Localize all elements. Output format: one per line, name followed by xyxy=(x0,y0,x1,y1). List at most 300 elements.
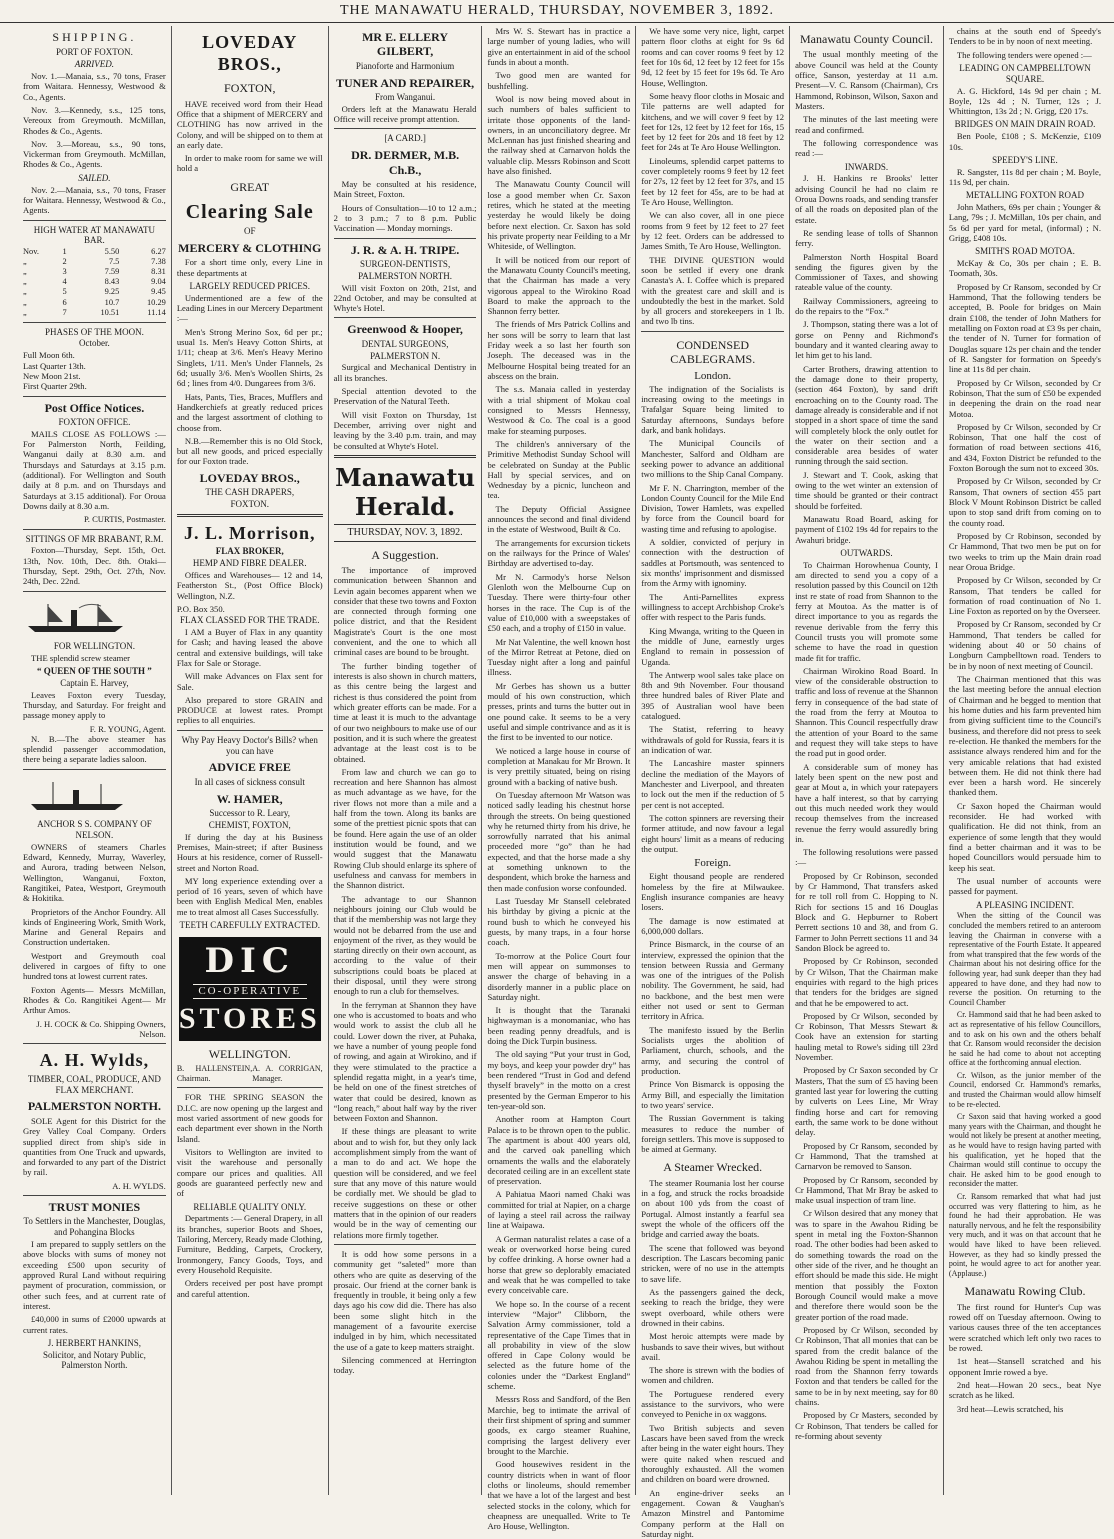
loveday-town: FOXTON, xyxy=(224,81,276,96)
editorial-heading: A Suggestion. xyxy=(371,547,439,562)
of-label: OF xyxy=(243,226,256,237)
loveday-heading-2: LOVEDAY BROS., xyxy=(199,470,300,485)
experience-text: MY long experience extending over a period of 16 years, seven of which have been with English Medical Men, enables me to treat almost all Cases Successfully. xyxy=(176,875,323,917)
tide-cell: 9.45 xyxy=(151,287,166,297)
foreign-paragraph: The Russian Government is taking measures to reduce the number of foreign settlers. This move is supposed to be aimed at Germany. xyxy=(641,1113,785,1155)
moon-phase: Last Quarter 13th. xyxy=(23,360,86,371)
teeth-text: TEETH CAREFULLY EXTRACTED. xyxy=(179,920,320,931)
tide-cell: 7.38 xyxy=(151,257,166,267)
tide-row xyxy=(23,298,166,308)
divider xyxy=(23,769,166,770)
tripe-heading: J. R. & A. H. TRIPE. xyxy=(350,242,460,257)
spring-text: FOR THE SPRING SEASON the D.I.C. are now opening up the largest and most varied assortment of new goods for each department ever shown in the North Island. xyxy=(176,1092,323,1144)
gilbert-sub: Pianoforte and Harmonium xyxy=(355,60,455,71)
dic-cooperative: CO-OPERATIVE xyxy=(193,984,307,999)
clearing-sale-heading: Clearing Sale xyxy=(185,201,314,224)
news-paragraph: The friends of Mrs Patrick Collins and her sons will be sorry to learn that last Friday week a so last her fourth son Joseph. The deceased was in the Melbourne Hospital being treated for an abscess on the brain. xyxy=(487,319,631,381)
wanganui-label: From Wanganui. xyxy=(375,91,436,102)
outwards-item: To Chairman Horowhenua County, I am directed to send you a copy of a resolution passed by this Council on 12th inst re state of road from Shannon to the ferry at Moutoa. As the matter is of direct importance to you as regards the revenue derivable from the ferry this Council trusts you will promote some scheme to have the road in question made fit for traffic. xyxy=(795,559,938,663)
divider xyxy=(177,514,323,517)
will-visit-text: Will visit Foxton on Thursday, 1st December, arriving over night and leaving by the 3.40 p.m. train, and may be consulted at Whyte's Hotel. xyxy=(333,409,477,451)
foreign-paragraph: Prince Von Bismarck is opposing the Army Bill, and especially the limitation to two years' service. xyxy=(641,1079,785,1110)
po-box: P.O. Box 350. xyxy=(176,603,225,614)
dic-stores: STORES xyxy=(178,1001,321,1035)
tide-row xyxy=(23,247,166,257)
anchor-text-2: Proprietors of the Anchor Foundry. All kinds of Engineering Work, Smith Work, Marine and General Repairs and Construction undertaken. xyxy=(23,906,166,948)
cable-paragraph: Mr F. N. Charrington, member of the London County Council for the Mile End Division, Tower Hamlets, was expelled by force from the Council board for wasting time and refusing to apologise. xyxy=(641,482,785,534)
cable-paragraph: The Lancashire master spinners decline the mediation of the Mayors of Manchester and Liverpool, and threaten to lock out the men if the reduction of 5 per cent is not accepted. xyxy=(641,758,785,810)
tide-table xyxy=(23,247,166,318)
reliable-quality: RELIABLE QUALITY ONLY. xyxy=(193,1201,307,1212)
dermer-text: May be consulted at his residence, Main Street, Foxton. xyxy=(333,178,477,200)
wreck-paragraph: The Portuguese rendered every assistance to the survivors, who were conveyed to Peniche in ox waggons. xyxy=(641,1388,785,1420)
news-paragraph: The s.s. Manaia called in yesterday with a trial shipment of Mokau coal consigned to Messrs Hennessy, Westwood & Co. The coal is a good make for steaming purposes. xyxy=(487,384,631,436)
foxton-label: FOXTON. xyxy=(230,498,270,509)
divider xyxy=(23,591,166,592)
visitors-text: Visitors to Wellington are invited to visit the warehouse and personally compare our prices and qualities. All goods are guaranteed perfectly new and of xyxy=(176,1146,323,1199)
editorial-paragraph: From law and church we can go to recreation and here Shannon has almost as much advantage as we have, for the river flows not more than a mile and a half from the town. Along its banks are some of the prettiest picnic spots that can be found. Here again the use of an older institution would be found, and we would suggest that the Manawatu Rowing Club should enlarge its sphere of usefulness and canvass for members in the Shannon district. xyxy=(333,766,477,891)
tender-heading: SMITH'S ROAD MOTOA. xyxy=(975,246,1075,257)
resolution: Proposed by Cr Ransom, seconded by Cr Hammond, That Mr Bray be asked to make usual inspection of tram line. xyxy=(795,1174,938,1206)
offices-text: Offices and Warehouses— 12 and 14, Featherston St., (Post Office Block) Wellington, N.Z. xyxy=(176,569,323,601)
tuner-heading: TUNER AND REPAIRER, xyxy=(336,75,475,90)
tide-cell: „ xyxy=(23,257,27,267)
resolution: Cr Saxon hoped the Chairman would reconsider. He had worked with qualification. He did not think, from an experience of some length that they would find a better chairman and it was to be hoped Councillors would persuade him to keep his seat. xyxy=(948,800,1102,873)
moon-month: October. xyxy=(79,338,110,349)
pleasing-paragraph: Cr. Hammond said that he had been asked to act as representative of his fellow Councillors, and to ask on his own and the others behalf that Cr. Ransom would reconsider the decision he said he had come to about not accepting office at the forthcoming annual election. xyxy=(948,1010,1102,1068)
sole-agent-text: SOLE Agent for this District for the Grey Valley Coal Company. Orders supplied direct from ship's side in quantities from One Truck and upwards, and forwarded to any part of the District by rail. xyxy=(23,1115,166,1178)
dermer-heading: DR. DERMER, M.B. Ch.B., xyxy=(351,148,460,177)
council-paragraph: The following correspondence was read :— xyxy=(795,137,938,159)
postmaster-signature: P. CURTIS, Postmaster. xyxy=(83,514,166,525)
tender-text: McKay & Co, 30s per chain ; E. B. Toomath, 30s. xyxy=(948,258,1102,279)
surgeon-dentists: SURGEON-DENTISTS, xyxy=(359,258,451,269)
grain-text: Also prepared to store GRAIN and PRODUCE at lowest rates. Prompt replies to all enquiries. xyxy=(176,694,323,726)
tide-cell: 10.29 xyxy=(146,297,166,307)
cable-paragraph: The Statist, referring to heavy withdrawals of gold for Russia, fears it is an indication of war. xyxy=(641,724,785,756)
tide-cell: 7 xyxy=(62,307,67,317)
under-text: Undermentioned are a few of the Leading Lines in our Mercery Department :— xyxy=(176,292,323,324)
news-paragraph: The children's anniversary of the Primitive Methodist Sunday School will be celebrated on Sunday at the Public Hall by special services, and on Wednesday by a picnic, luncheon and tea. xyxy=(487,438,631,501)
gilbert-text: Orders left at the Manawatu Herald Office will receive prompt attention. xyxy=(333,103,477,125)
flax-broker: FLAX BROKER, xyxy=(215,546,284,557)
editorial-paragraph: It is odd how some persons in a community get “saleted” more than others who are quite as deserving of the prosaic. Our friend at the corner bank is frequently in trouble, it being only a few days ago his cow did die. There has also been some slight hitch in the management of a favourite exercise indulged in by him, which necessitated the use of a gate to keep matters straight. xyxy=(333,1248,477,1352)
inwards-item: Carter Brothers, drawing attention to the damage done to their property, (section 464 Foxton), by sand drift encroaching on to the County road. The damage already is considerable and if not stopped in a short space of time the sand will completely block the only outlet for the water on their section and a considerable area besides of water running through the said section. xyxy=(795,363,938,467)
tide-row xyxy=(23,277,166,287)
tide-row xyxy=(23,257,166,267)
arrival-2: Nov. 3.—Kennedy, s.s., 125 tons, Vereoux from Greymouth. McMillan, Rhodes & Co., Agents. xyxy=(23,104,166,136)
pleasing-paragraph: When the sitting of the Council was concluded the members retired to an anteroom leaving the Chairman in converse with a representative of the Fourth Estate. It appeared from what transpired that the few words of the Chairman about his not desiring office for the following year, had sunk deeper than they had appeared to have done, and they had now to reverse the position. On returning to the Council Chamber xyxy=(948,911,1102,1007)
nb-text: N. B.—The above steamer has splendid passenger accommodation, there being a separate ladies saloon. xyxy=(23,733,166,765)
divider xyxy=(23,529,166,530)
sickness-text: In all cases of sickness consult xyxy=(194,776,305,787)
council-paragraph: The minutes of the last meeting were read and confirmed. xyxy=(795,114,938,135)
resolution: Proposed by Cr Wilson, seconded by Cr Robinson, That one half the cost of formation of road between sections 416, and 434, Foxton District be refunded to the Foxton Borough the sum not to exceed 30s. xyxy=(948,421,1102,474)
outwards-item: Chairman Wirokino Road Board. In view of the considerable obstruction to traffic and loss of revenue at the Shannon ferry in consequence of the bad state of the road from the ferry at Moutoa to Shannon. This Council respectfully draw the attention of your Board to the same and request they will take steps to have the road put in good order. xyxy=(795,665,938,759)
palmerston-heading: PALMERSTON NORTH. xyxy=(27,1099,161,1114)
news-paragraph: A German naturalist relates a case of a weak or overworked horse being cured by coffee drinking. A horse owner had a horse that grew so deplorably emaciated and weak that he was compelled to take every conceivable care. xyxy=(487,1233,631,1296)
news-paragraph: The old saying “Put your trust in God, my boys, and keep your powder dry” has been rendered “Trust in God and defend thyself bravely” in the motto on a crest presented by the German Emperor to his ten-year-old son. xyxy=(487,1049,631,1111)
rowing-paragraph: 3rd heat—Lewis scratched, his xyxy=(956,1403,1064,1414)
news-paragraph: Mrs W. S. Stewart has in practice a large number of young ladies, who will give an entertainment in aid of the school funds in about a month. xyxy=(487,26,631,67)
tide-cell: 3 xyxy=(62,267,67,277)
tide-cell: 4 xyxy=(62,277,67,287)
columns xyxy=(18,26,1106,1539)
hats-text: Hats, Pants, Ties, Braces, Mufflers and Handkerchiefs at greatly reduced prices and the largest assortment of clothing to choose from. xyxy=(176,391,323,433)
arrived-label: ARRIVED. xyxy=(74,59,115,70)
anchor-text: OWNERS of steamers Charles Edward, Kennedy, Murray, Waverley, and Aurora, trading between Nelson, Wellington, Wanganui, Foxton, Rangitikei, Patea, Westport, Greymouth & Hokitika. xyxy=(23,841,166,904)
wreck-paragraph: As the passengers gained the deck, seeking to reach the bridge, they were swept overboard, while others were drowned in their cabins. xyxy=(641,1286,785,1328)
loveday-heading: LOVEDAY BROS., xyxy=(202,32,298,74)
resolution: Proposed by Cr Masters, seconded by Cr Robinson, That tenders be called for re-forming about seventy xyxy=(795,1410,938,1442)
resolution: Proposed by Cr Wilson, seconded by Cr Ransom, That tenders be called for formation of road continuation of No 1. Line Foxton as reported on by the Overseer. xyxy=(948,575,1102,617)
rowing-paragraph: 2nd heat—Howan 20 secs., beat Nye scratch as he liked. xyxy=(948,1379,1102,1401)
editorial-paragraph: The importance of improved communication between Shannon and Levin again becomes apparent when we consider that these two towns and Foxton are connected through forming one police district, and that the Resident Magistrate's Court is the one most convenient, and the one to which all criminal cases are bound to be brought. xyxy=(333,564,477,658)
inwards-item: Re sending lease of tolls of Shannon ferry. xyxy=(795,227,938,249)
news-paragraph: We have some very nice, light, carpet pattern floor cloths at eight for 9s 6d rooms and can cover rooms 9 feet by 12 feet for 10s 6d, 12 feet by 12 feet for 15s 9d, 12 feet by 15 feet for 19s 6d. Te Aro House, Wellington. xyxy=(641,26,785,88)
foreign-paragraph: The damage is now estimated at 6,000,000 dollars. xyxy=(641,915,785,936)
wreck-paragraph: The steamer Roumania lost her course in a fog, and struck the rocks broadside on about 100 yds from the coast of Portugal. Almost instantly a fearful sea swept the whole of the officers off the bridge and carried away the boats. xyxy=(641,1177,785,1240)
news-paragraph: Some heavy floor cloths in Mosaic and Tile patterns are well adapted for kitchens, and we will cover 9 feet by 12 feet for 12s, 12 feet by 12 feet for 16s, 15 feet by 12 feet for 20s and 18 feet by 12 feet for 24s at Te Aro House Wellington. xyxy=(641,90,785,153)
news-paragraph: Messrs Ross and Sandford, of the Ben Marchie, beg to intimate the arrival of their first shipment of spring and summer goods, ex cargo steamer Ruahine, comprising the largest delivery ever brought to the Marchie. xyxy=(487,1394,631,1456)
tide-heading: HIGH WATER AT MANAWATU BAR. xyxy=(33,224,155,246)
corrigan-signature: A. A. CORRIGAN, Manager. xyxy=(252,1064,323,1083)
sale-text: For a short time only, every Line in these departments at xyxy=(176,257,323,278)
tender-text: John Mathers, 69s per chain ; Younger & Lang, 79s ; J. McMillan, 10s per chain, and 5s 6d per yard for metal, (informal) ; N. Grigg, £408 10s. xyxy=(948,202,1102,244)
column-5 xyxy=(636,26,790,1539)
inwards-item: J. Thompson, stating there was a lot of gorse on Penny and Richmond's boundary and it wanted clearing away to let him get to his land. xyxy=(795,319,938,361)
cable-paragraph: The Anti-Parnellites express willingness to accept Archbishop Croke's offer with respect to the Paris funds. xyxy=(641,591,785,623)
news-paragraph: It will be noticed from our report of the Manawatu County Council's meeting, that the Chairman has made a very vigorous appeal to the Wirokino Road Board to make the approach to the Shannon ferry better. xyxy=(487,254,631,317)
news-paragraph: Another room at Hampton Court Palace is to be thrown open to the public. The apartment is about 400 years old, and the carved oak panelling which ornaments the walls and the elaborately decorated ceiling are in an excellent state of preservation. xyxy=(487,1114,631,1187)
tide-cell: „ xyxy=(23,287,27,297)
news-paragraph: THE DIVINE QUESTION would soon be settled if every one drank Canasta's A. I. Coffee which is prepared with the greatest care and skill and is undoubtedly the best in the market. Sold by all grocers and storekeepers in 1 lb. and two lb tins. xyxy=(641,254,785,327)
cable-paragraph: King Mwanga, writing to the Queen in the middle of June, earnestly urges England to remain in possession of Uganda. xyxy=(641,625,785,667)
news-paragraph: The Deputy Official Assignee announces the second and final dividend in the estate of Westwood, Built & Co. xyxy=(487,503,631,535)
foreign-paragraph: Prince Bismarck, in the course of an interview, expressed the opinion that the tension between Russia and Germany was one of the intrigues of the Polish nobility. The Government, he said, had no backbone, and the best men were either not used or sent to German territory in Africa. xyxy=(641,939,785,1022)
for-wellington-heading: FOR WELLINGTON. xyxy=(53,640,135,651)
wylds-heading: A. H. Wylds, xyxy=(39,1050,150,1071)
inwards-item: Manawatu Road Board, asking for payment of £102 19s 4d for repairs to the Awahuri bridge. xyxy=(795,514,938,545)
resolution: Proposed by Cr Wilson, seconded by Cr Robinson, That all monies that can be spared from the credit balance of the Awahou Riding be spent in metalling the road from the Shannon ferry towards Foxton and that tenders be called for the same to be in by next meeting, say for 80 chains. xyxy=(795,1324,938,1408)
editorial-paragraph: The advantage to our Shannon neighbours joining our Club would be that if the membership was not large they would not be debarred from the use and enjoyment of the river, as they would be starting directly on their own account, as according to the value of their subscriptions could boats be placed at their disposal, until they were strong enough to run a club for themselves. xyxy=(333,893,477,997)
tide-cell: 10.7 xyxy=(104,297,120,307)
cash-drapers: THE CASH DRAPERS, xyxy=(205,487,295,498)
news-paragraph: Mr Gerbes has shown us a butter mould of his own construction, which presses, prints and turns the butter out in one pound cake. It seems to be a very useful and simple contrivance and as it is the first to be invented to our notice. xyxy=(487,680,631,743)
orders-text: Orders received per post have prompt and careful attention. xyxy=(176,1278,323,1299)
arrival-3: Nov. 3.—Moreau, s.s., 90 tons, Vickerman from Greymouth. McMillan, Rhodes & Co., Agents. xyxy=(23,138,166,170)
special-text: Special attention devoted to the Preservation of the Natural Teeth. xyxy=(333,386,477,407)
moon-phase: First Quarter 29th. xyxy=(23,381,87,392)
tide-cell: 9.04 xyxy=(151,277,166,287)
news-paragraph: It is thought that the Taranaki highwayman is a monomaniac, who has been reading penny dreadfuls, and is doing the Dick Turpin business. xyxy=(487,1005,631,1047)
resolution: Proposed by Cr Wilson, seconded by Cr Robinson, That Messrs Stewart & Cook have an extension for starting hauling metal to Rowe's siding till 23rd November. xyxy=(795,1010,938,1063)
tide-cell: 10.51 xyxy=(100,307,120,317)
hemp-dealer: HEMP AND FIBRE DEALER. xyxy=(192,558,307,569)
news-paragraph: We can also cover, all in one piece rooms from 9 feet by 12 feet to 27 feet by 12 feet. Orders can be addressed to James Smith, Te Aro House, Wellington. xyxy=(641,210,785,252)
resolution: Proposed by Cr Ransom, seconded by Cr Hammond, That tenders be called for widening about 40 or 50 chains of Longburn Campbelltown road. Tenders to be in by noon of next meeting of Council. xyxy=(948,619,1102,671)
tide-row xyxy=(23,308,166,318)
inwards-label: INWARDS. xyxy=(844,161,889,172)
wylds-signature: A. H. WYLDS. xyxy=(112,1180,166,1191)
column-7 xyxy=(944,26,1106,1495)
inwards-item: Palmerston North Hospital Board sending the figures given by the Commissioner of Taxes, and showing rateable value of the county. xyxy=(795,251,938,293)
arrival-1: Nov. 1.—Manaia, s.s., 70 tons, Fraser from Waitara. Hennessy, Westwood & Co., Agents. xyxy=(23,70,166,102)
divider xyxy=(334,1244,477,1245)
news-paragraph: Linoleums, splendid carpet patterns to cover completely rooms 9 feet by 12 feet for 27s, 12 feet by 12 feet for 37s, and 15 feet by 12 feet for 45s, are to be had at Te Aro House, Wellington. xyxy=(641,155,785,207)
moon-phase: New Moon 21st. xyxy=(23,370,81,381)
items-text: Men's Strong Merino Sox, 6d per pr.; usual 1s. Men's Heavy Cotton Shirts, at 1/11; cheap at 3/6. Men's Heavy Merino Singlets, 1/11. Men's Under Flannels, 2s 6d; usually 3/6. Men's Woollen Shirts, 2s 6d ; lines from 4/0. Dungarees from 3/6. xyxy=(176,326,323,389)
resolution: Proposed by Cr Ransom, seconded by Cr Hammond, That the tramshed at Carnarvon be removed to Sanson. xyxy=(795,1140,938,1172)
great-label: GREAT xyxy=(230,179,270,194)
council-heading: Manawatu County Council. xyxy=(800,32,933,46)
resolution: Proposed by Cr Wilson, seconded by Cr Robinson, That the sum of £50 be expended in deepening the drain on the road near Motoa. xyxy=(948,377,1102,419)
resolution: The Chairman mentioned that this was the last meeting before the annual election of Chairman and he begged to mention that his home duties and his farm prevented him from giving sufficient time to the Council's business, and therefore did not press to seek re-election. He thanked the members for the assistance always rendered him and for the very amicable relations that had existed between them. He did not think there had ever been a harsh word. He sincerely thanked them. xyxy=(948,674,1102,798)
port-heading: PORT OF FOXTON. xyxy=(55,47,133,58)
foxton-agents: Foxton Agents— Messrs McMillan, Rhodes & Co. Rangitikei Agent— Mr Arthur Amos. xyxy=(23,984,166,1016)
foreign-paragraph: The manifesto issued by the Berlin Socialists urges the abolition of Parliament, church, schools, and the army, and securing the control of production. xyxy=(641,1024,785,1076)
tender-heading: METALLING FOXTON ROAD xyxy=(965,190,1085,201)
divider xyxy=(23,220,166,221)
issue-date: THURSDAY, NOV. 3, 1892. xyxy=(334,524,477,542)
cable-paragraph: A soldier, convicted of perjury in connection with the destruction of saddles at Portsmouth, was sentenced to six months' imprisonment and dismissed from the Army with ignominy. xyxy=(641,537,785,589)
news-paragraph: To-morrow at the Police Court four men will appear on summonses to answer the charge of behaving in a disorderly manner in a public place on Saturday night. xyxy=(487,950,631,1002)
divider xyxy=(334,455,477,458)
news-paragraph: A Pahiatua Maori named Chaki was committed for trial at Napier, on a charge of laying a steel rail across the railway line at Waipawa. xyxy=(487,1189,631,1231)
tide-cell: 5.50 xyxy=(104,247,120,257)
hankins-name: J. HERBERT HANKINS, xyxy=(47,1337,142,1348)
reduced-prices: LARGELY REDUCED PRICES. xyxy=(189,280,310,291)
tide-cell: 7.59 xyxy=(104,267,120,277)
column-4 xyxy=(482,26,636,1532)
morrison-heading: J. L. Morrison, xyxy=(183,522,316,543)
chemist-text: CHEMIST, FOXTON, xyxy=(208,819,291,830)
foreign-paragraph: Eight thousand people are rendered homeless by the fire at Milwaukee. English insurance companies are heavy losers. xyxy=(641,871,785,913)
resolution: Proposed by Cr Robinson, seconded by Cr Wilson, That the Chairman make enquiries with regard to the high prices that tenders for the bridges are signed and that he be empowered to act. xyxy=(795,956,938,1008)
outwards-label: OUTWARDS. xyxy=(840,547,893,558)
sailed-label: SAILED. xyxy=(78,172,111,183)
captain-name: Captain E. Harvey, xyxy=(60,677,129,688)
page-masthead: THE MANAWATU HERALD, THURSDAY, NOVEMBER 3, 1892. xyxy=(0,0,1114,23)
council-paragraph: The usual monthly meeting of the above Council was held at the County office, Sanson, yesterday at 11 a.m. Present—V. C. Ransom (Chairman), Crs Hammond, Robinson, Wilson, Saxon and Masters. xyxy=(795,49,938,111)
divider xyxy=(23,1195,166,1196)
pleasing-heading: A PLEASING INCIDENT. xyxy=(975,899,1075,910)
advice-free: ADVICE FREE xyxy=(208,760,291,775)
anchor-text-3: Westport and Greymouth coal delivered in cargoes of fifty to one hundred tons at lowest current rates. xyxy=(23,950,166,982)
wreck-paragraph: The scene that followed was beyond description. The Lascars becoming panic stricken, were of no use in the attempts to save life. xyxy=(641,1242,785,1284)
divider xyxy=(334,317,477,318)
moon-heading: PHASES OF THE MOON. xyxy=(44,326,144,337)
news-paragraph: The arrangements for excursion tickets on the railways for the Prince of Wales' Birthday are advertised to-day. xyxy=(487,537,631,569)
hallenstein-signature: B. HALLENSTEIN, Chairman. xyxy=(176,1064,253,1083)
inwards-item: J. H. Hankins re Brooks' letter advising Council he had no claim re Oroua Downs roads, and sending transfer of all the roads on deposited plan of the estate. xyxy=(795,173,938,225)
divider xyxy=(23,1043,166,1044)
foreign-heading: Foreign. xyxy=(694,857,732,870)
divider xyxy=(334,238,477,239)
tide-cell: 9.25 xyxy=(104,287,120,297)
moon-phase: Full Moon 6th. xyxy=(23,350,75,361)
column-6 xyxy=(790,26,944,1495)
trust-sub: To Settlers in the Manchester, Douglas, and Pohangina Blocks xyxy=(23,1216,166,1238)
rowing-heading: Manawatu Rowing Club. xyxy=(964,1284,1086,1299)
hamer-heading: W. HAMER, xyxy=(216,791,283,806)
steamer-name: “ QUEEN OF THE SOUTH ” xyxy=(37,665,152,676)
post-office-sub: FOXTON OFFICE. xyxy=(58,416,131,427)
rowing-paragraph: 1st heat—Stansell scratched and his opponent Imrie rowed a bye. xyxy=(948,1356,1102,1377)
tide-cell: 8.43 xyxy=(104,277,120,287)
dermer-hours: Hours of Consultation—10 to 12 a.m.; 2 to 3 p.m.; 7 to 8 p.m. Public Vaccination — Monday mornings. xyxy=(333,202,477,234)
mercery-heading: MERCERY & CLOTHING xyxy=(178,240,322,255)
tide-row xyxy=(23,267,166,277)
tender-text: R. Sangster, 11s 8d per chain ; M. Boyle, 11s 9d, per chain. xyxy=(948,166,1102,187)
inwards-item: J. Stewart and T. Cook, asking that owing to the wet winter an extension of time should be granted or their contract should be forfeited. xyxy=(795,469,938,511)
sailing-1: Nov. 2.—Manaia, s.s., 70 tons, Fraser for Waitara. Hennessy, Westwood & Co., Agents. xyxy=(23,184,166,216)
rowing-paragraph: The first round for Hunter's Cup was rowed off on Tuesday afternoon. Owing to various causes three of the ten acceptances were scratched which left only two races to be rowed. xyxy=(948,1301,1102,1353)
greenwood-heading: Greenwood & Hooper, xyxy=(347,322,463,337)
pleasing-paragraph: Cr Saxon said that having worked a good many years with the Chairman, and thought he would not likely be present at another meeting, as he would have to resign having parted with his qualification, yet he hoped that the Chairman would still continue to occupy the chair. He asked him to be good enough to reconsider the matter. xyxy=(948,1112,1102,1189)
wreck-paragraph: Most heroic attempts were made by husbands to save their wives, but without avail. xyxy=(641,1331,785,1362)
flax-classed: FLAX CLASSED FOR THE TRADE. xyxy=(180,615,320,626)
wreck-paragraph: Two British subjects and seven Lascars have been saved from the wreck after being in the water eight hours. They were quite naked when rescued and thoroughly exhausted. All the women and children on board were drowned. xyxy=(641,1422,785,1485)
editorial-paragraph: If these things are pleasant to write about and to wish for, but they only lack accomplishment simply from the want of a man to do and act. We hope the question will be considered, and we feel sure that any move of this nature would be cordially met. We should be glad to receive suggestions on these or other matters that in the opinion of our readers would be in the way of cementing our relations more firmly together. xyxy=(333,1126,477,1240)
newspaper-title: Manawatu Herald. xyxy=(335,462,476,521)
steamship-icon xyxy=(23,600,133,634)
cable-paragraph: The Antwerp wool sales take place on 8th and 9th November. Four thousand three hundred bales of River Plate and 395 of Australian wool have been catalogued. xyxy=(641,669,785,722)
hours-text: If during the day at his Business Premises, Main-street; if after Business Hours at his residence, corner of Russell-street and Norton Road. xyxy=(176,831,323,873)
advances-text: Will make Advances on Flax sent for Sale. xyxy=(176,671,323,692)
outwards-item: The following resolutions were passed :— xyxy=(795,847,938,868)
divider xyxy=(641,331,784,332)
card-label: [A CARD.] xyxy=(384,133,426,144)
mails-text: MAILS CLOSE AS FOLLOWS :— For Palmerston North, Feilding, Wanganui daily at 8.30 a.m. and Thursdays and Saturdays at 3.15 p.m. (additional). For Wellington and South daily at 8 p.m. and on Thursdays and Saturdays at 3.15 additional). For Oroua Downs daily at 8.30 a.m. xyxy=(23,428,166,511)
news-paragraph: Last Tuesday Mr Stansell celebrated his birthday by giving a picnic at the round bush to which he conveyed his guests, by many traps, in a four horse coach. xyxy=(487,896,631,948)
tender-text: Ben Poole, £108 ; S. McKenzie, £109 10s. xyxy=(948,131,1102,152)
leaves-text: Leaves Foxton every Tuesday, Thursday, and Saturday. For freight and passage money apply to xyxy=(23,689,166,721)
tide-cell: 8.31 xyxy=(151,267,166,277)
palmerston-n: PALMERSTON N. xyxy=(370,350,441,361)
resolution: Proposed by Cr Robinson, seconded by Cr Hammond, That transfers asked for re toll roll from C. Hopping to N. Rich for sections 15 and 16 Douglas Block and G. Hepburner to Robert Perrett sections 10 and 38, and from G. Farmer to John Perrett sections 11 and 34 Sandon Block be agreed to. xyxy=(795,870,938,953)
resolution: Proposed by Cr Saxon seconded by Cr Masters, That the sum of £5 having been granted last year for lowering the cutting by culverts on Lees Line, Mr Wray finding horse and cart for removing earth, the same work to be done without delay. xyxy=(795,1065,938,1138)
surgical-text: Surgical and Mechanical Dentistry in all its branches. xyxy=(333,362,477,383)
cable-paragraph: The cotton spinners are reversing their former attitude, and now favour a legal eight hours' limit as a means of reducing the output. xyxy=(641,812,785,854)
news-paragraph: The Manawatu County Council will lose a good member when Cr. Saxon retires, which he stated at the meeting yesterday he would likely be doing before next election. Cr. Saxon has sold his private property near Feilding to a Mr Whiteside, of Wellington. xyxy=(487,179,631,252)
tide-cell: 7.5 xyxy=(108,257,120,267)
editorial-paragraph: In the ferryman at Shannon they have one who is accustomed to boats and who would work to assist the club all he could. Lower down the river, at Puhaka, we have a number of young people fond of rowing, and again at Wirokino, and if they were stimulated to the practice a splendid regatta might, in a year's time, be held on one of the finest stretches of water that could be desired, known as “long reach,” about half way by the river between Foxton and Shannon. xyxy=(333,999,477,1124)
nb-text: N.B.—Remember this is no Old Stock, but all new goods, and priced especially for our Foxton trade. xyxy=(176,435,323,467)
pleasing-paragraph: Cr. Ransom remarked that what had just occurred was very flattering to him, as he found he had their approbation. He was naturally nervous, and he felt the responsibility very much, and it was on that account that he would have liked to have been relieved. However, as they had so kindly pressed the point, he would agree to act for another year. (Applause.) xyxy=(948,1192,1102,1278)
buyer-text: I AM a Buyer of Flax in any quantity for Cash; and having leased the above central and extensive buildings, will take Flax for Sale or Storage. xyxy=(176,626,323,668)
news-paragraph: Two good men are wanted for bushfelling. xyxy=(487,70,631,91)
divider xyxy=(23,322,166,323)
tide-cell: „ xyxy=(23,267,27,277)
tide-cell: 6.27 xyxy=(151,247,166,257)
tender-heading: SPEEDY'S LINE. xyxy=(992,154,1058,165)
london-heading: London. xyxy=(694,369,732,382)
column-2 xyxy=(172,26,329,1495)
column-3 xyxy=(329,26,483,1495)
tender-heading: LEADING ON CAMPBELLTOWN SQUARE. xyxy=(959,62,1091,84)
outwards-item: A considerable sum of money has lately been spent on the new post and gear at Mout a, in which your ratepayers have a half interest, so that by carrying out this much needed work they would recoup themselves from the increased revenue the ferry would assuredly bring in. xyxy=(795,761,938,844)
news-paragraph: We hope so. In the course of a recent interview “Major” Clibborn, the Salvation Army commissioner, told a representative of the Cape Times that in all probability in view of the slow offered in Cape Colony would be selected as the future home of the colonies under the “Darkest England” scheme. xyxy=(487,1298,631,1392)
tide-row xyxy=(23,287,166,297)
council-paragraph: chains at the south end of Speedy's Tenders to be in by noon of next meeting. xyxy=(948,26,1102,47)
council-paragraph: The following tenders were opened :— xyxy=(956,49,1092,60)
successor-text: Successor to R. Leary, xyxy=(209,807,291,818)
tide-cell: 1 xyxy=(62,247,67,257)
divider xyxy=(23,396,166,397)
resolution: Cr Wilson desired that any money that was to spare in the Awahou Riding be spent in metal ing the Foxton-Shannon road. The other bodies had been asked to do something towards the road on the other side of the river, and he thought an effort should be made this side. He might mention that possibly the Foxton Borough Council would make a move and therefore there would soon be the greater portion of the road made. xyxy=(795,1208,938,1322)
loveday-intro-2: In order to make room for same we will hold a xyxy=(176,153,323,174)
news-paragraph: Mr Nat Valentine, the well known host of the Mirror Retreat at Petone, died on Tuesday night after a long and painful illness. xyxy=(487,636,631,678)
divider xyxy=(177,730,323,731)
departments-text: Departments :— General Drapery, in all its branches, superior Boots and Shoes, Tailoring, Mercery, Ready made Clothing, Furniture, Bedding, Carpets, Crockery, Ironmongery, Fancy Goods, Toys, and every Household Requisite. xyxy=(176,1213,323,1275)
inwards-item: Railway Commissioners, agreeing to do the repairs to the “Fox.” xyxy=(795,295,938,317)
news-paragraph: Wool is now being moved about in such numbers of bales sufficient to irritate those opponents of the land-owners, in an unconciliatory degree. Mr McLennan has just finished shearing and the railway shed at Carnarvon holds the valuable clip. Messrs Robinson and Scott have also finished. xyxy=(487,93,631,177)
tide-cell: 5 xyxy=(62,287,67,297)
editorial-paragraph: Silencing commenced at Herrington today. xyxy=(333,1355,477,1376)
pleasing-paragraph: Cr. Wilson, as the junior member of the Council, endorsed Cr. Hammond's remarks, and trusted the Chairman would allow himself to be re-elected. xyxy=(948,1070,1102,1109)
resolution: Proposed by Cr Ransom, seconded by Cr Hammond, That the following tenders be accepted, B. Poole for bridges on Main drain £108, the tender of John Mathers for metalling on Foxton road at £3 9s per chain, the tender of N. Turner for formation of Douglas square 12s per chain and the tender of R. Sangster for formation on Speedy's line at 11s 8d per chain. xyxy=(948,281,1102,375)
news-paragraph: Mr N. Carmody's horse Nelson Glenloth won the Melbourne Cup on Tuesday. There were thirty-four other horses in the race. The Cup is of the value of £10,000 with a sweepstakes of £50 each, and a trophy of £150 in value. xyxy=(487,571,631,634)
divider xyxy=(334,128,477,129)
sittings-heading: SITTINGS OF MR BRABANT, R.M. xyxy=(25,533,164,544)
palmerston-north: PALMERSTON NORTH. xyxy=(358,270,453,281)
loveday-intro: HAVE received word from their Head Office that a shipment of MERCERY and CLOTHING has now arrived in the Colony, and will be shipped on to them at an early date. xyxy=(176,98,323,150)
tender-text: A. G. Hickford, 14s 9d per chain ; M. Boyle, 12s 4d ; N. Turner, 12s ; J. Whittington, 13s 2d ; N. Grigg, £20 17s. xyxy=(948,85,1102,117)
news-paragraph: Good housewives resident in the country districts when in want of floor cloths or linoleums, should remember that we have a lot of the largest and best selected stocks in the colony, which for cheapness are unequalled. Write to Te Aro House, Wellington. xyxy=(487,1459,631,1532)
editorial-paragraph: The further binding together of interests is also shown in church matters, as this centre being the largest and richest is thus considered the point from which greater efforts can be made. For a time at least it is much to the advantage of our two neighbours to make use of our position, and it is such where the greatest advantage at the least cost is to be obtained. xyxy=(333,660,477,764)
steamship-icon xyxy=(23,778,133,812)
divider xyxy=(177,1087,323,1088)
agent-signature: F. R. YOUNG, Agent. xyxy=(89,723,166,734)
trust-text: I am prepared to supply settlers on the above blocks with sums of money not exceeding £500 upon security of approved Rural Land without requiring payment of procuration, commission, or other such fees, and at current rate of interest. xyxy=(23,1239,166,1311)
tide-cell: 2 xyxy=(62,257,67,267)
tide-cell: „ xyxy=(23,277,27,287)
wylds-sub: TIMBER, COAL, PRODUCE, AND FLAX MERCHANT. xyxy=(27,1073,161,1095)
tender-heading: BRIDGES ON MAIN DRAIN ROAD. xyxy=(954,119,1096,130)
news-paragraph: On Tuesday afternoon Mr Watson was noticed sadly leading his chestnut horse through the streets. On being questioned why he returned thirty from his drive, he sorrowfully narrated that his animal proceeded more “go” than he had expected, and that the horse made a shy at something unknown to the despondent, which broke the harness and then made confusion worse confounded. xyxy=(487,789,631,893)
dental-surgeons: DENTAL SURGEONS, xyxy=(361,338,449,349)
dic-logo-text: DIC xyxy=(204,940,295,981)
wreck-heading: A Steamer Wrecked. xyxy=(663,1160,763,1175)
anchor-heading: ANCHOR S S. COMPANY OF NELSON. xyxy=(37,819,152,840)
tide-cell: 11.14 xyxy=(147,307,166,317)
steamer-text: THE splendid screw steamer xyxy=(31,652,131,663)
shipping-heading: SHIPPING. xyxy=(52,30,137,44)
dic-signatures xyxy=(177,1064,323,1083)
tide-cell: 6 xyxy=(62,297,67,307)
hankins-sub: Solicitor, and Notary Public, Palmerston North. xyxy=(42,1349,146,1371)
sittings-text: Foxton—Thursday, Sept. 15th, Oct. 13th, Nov. 10th, Dec. 8th. Otaki—Thursday, Sept. 29th, Oct. 27th, Nov. 24th, Dec. 22nd. xyxy=(23,545,166,587)
cock-signature: J. H. COCK & Co. Shipping Owners, Nelson. xyxy=(36,1018,166,1039)
news-paragraph: We noticed a large house in course of completion at Manakau for Mr Brown. It is very prettily situated, being on rising ground with a backing of native bush. xyxy=(487,745,631,787)
cable-paragraph: The Municipal Councils of Manchester, Salford and Oldham are seeking power to advance an additional two millions to the Ship Canal Company. xyxy=(641,438,785,480)
tide-cell: „ xyxy=(23,307,27,317)
post-office-heading: Post Office Notices. xyxy=(44,400,145,415)
resolution: Proposed by Cr Wilson, seconded by Cr Ransom, That owners of section 455 part Block V Mount Robinson District be called upon to stop sand drift from coming on to the county road. xyxy=(948,476,1102,528)
tide-cell: Nov. xyxy=(23,247,39,257)
tide-cell: „ xyxy=(23,297,27,307)
tripe-text: Will visit Foxton on 20th, 21st, and 22nd October, and may be consulted at Whyte's Hotel. xyxy=(333,282,477,314)
trust-heading: TRUST MONIES xyxy=(48,1200,141,1215)
wellington-heading: WELLINGTON. xyxy=(208,1046,291,1061)
doctor-text: Why Pay Heavy Doctor's Bills? when you can have xyxy=(181,734,318,756)
wreck-paragraph: An engine-driver seeks an engagement. Cowan & Vaughan's Amazon Minstrel and Pantomime Company perform at the Hall on Saturday night. xyxy=(641,1487,785,1539)
resolution: Proposed by Cr Robinson, seconded by Cr Hammond, That two men be put on for two weeks to trim up the Main drain road near Oroua Bridge. xyxy=(948,530,1102,572)
column-1 xyxy=(18,26,172,1495)
dic-logo xyxy=(179,937,321,1041)
cablegrams-heading: CONDENSED CABLEGRAMS. xyxy=(670,337,756,367)
